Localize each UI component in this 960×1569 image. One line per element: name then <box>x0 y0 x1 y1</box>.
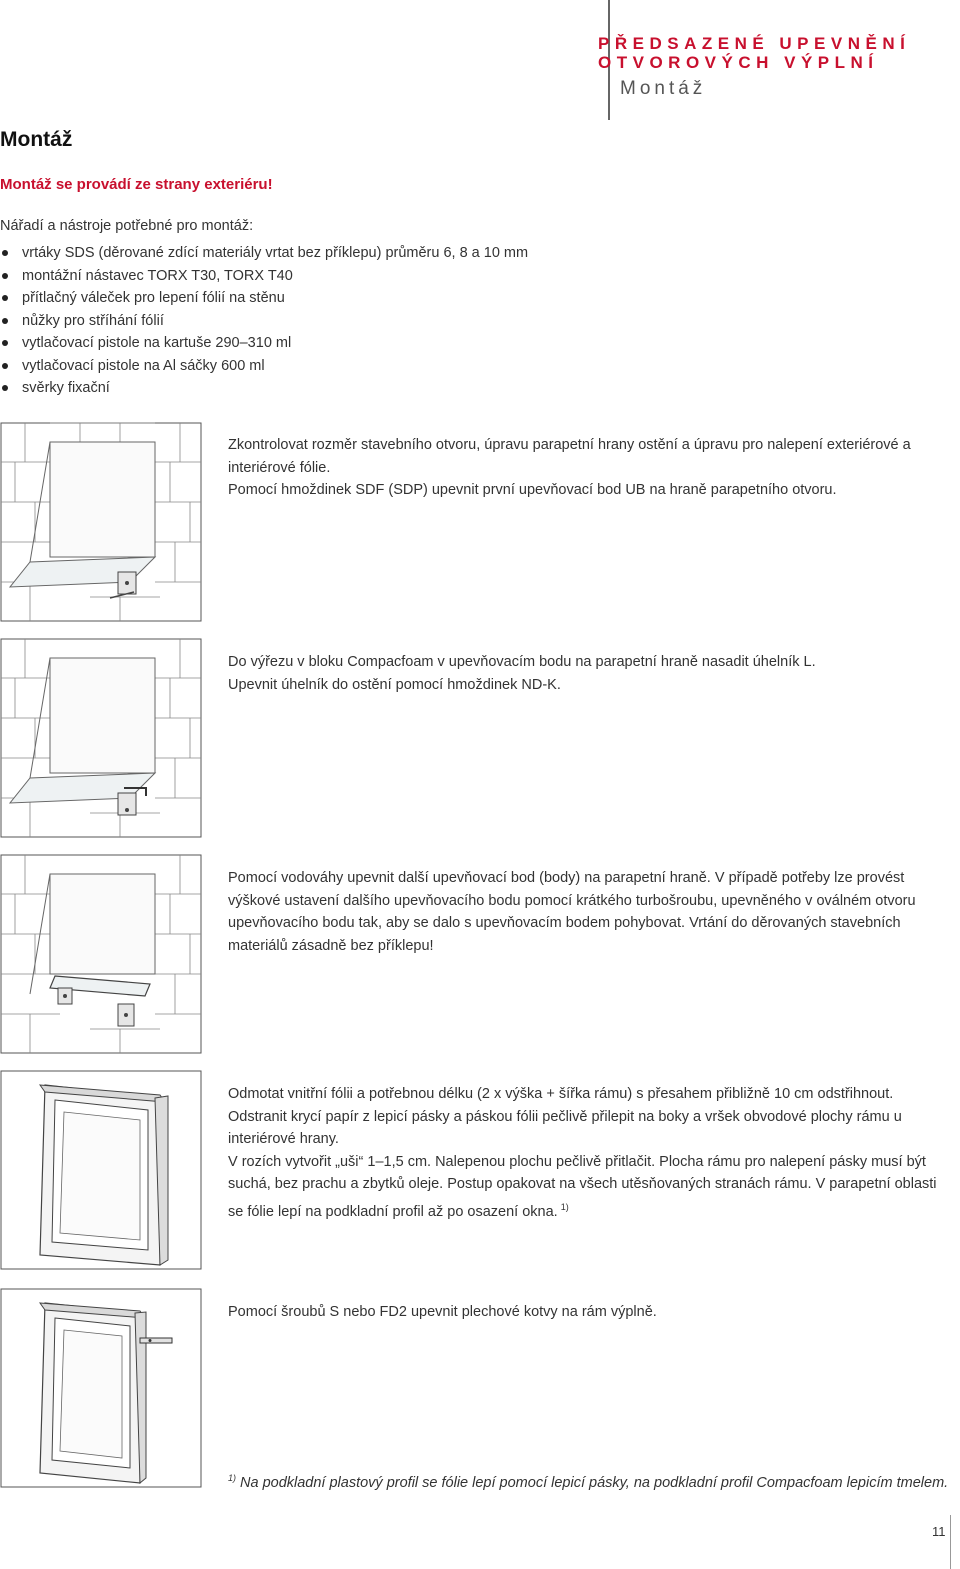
list-item: přítlačný váleček pro lepení fólií na stěnu <box>0 287 528 310</box>
step2-line1: Do výřezu v bloku Compacfoam v upevňovacím bodu na parapetní hraně nasadit úhelník L. <box>228 654 816 670</box>
page-number-divider <box>950 1515 951 1569</box>
footnote-ref: 1) <box>560 1201 569 1212</box>
step4-text <box>228 1083 950 1223</box>
step1-line2: Pomocí hmoždinek SDF (SDP) upevnit první upevňovací bod UB na hraně parapetního otvoru. <box>228 482 837 499</box>
page-number: 11 <box>932 1524 946 1539</box>
header-title <box>598 34 910 72</box>
step2-line2: Upevnit úhelník do ostění pomocí hmoždinek ND-K. <box>228 676 561 693</box>
step4-line1: Odmotat vnitřní fólii a potřebnou délku (2 x výška + šířka rámu) s přesahem přibližně 10 cm odstřihnout. Odstranit krycí papír z lepicí pásky a páskou fólii pečlivě přilepit na boky a vršek obvodové plochy rámu u interiérové hrany. <box>228 1086 902 1148</box>
list-item: vytlačovací pistole na kartuše 290–310 ml <box>0 332 528 355</box>
list-item: nůžky pro stříhání fólií <box>0 310 528 333</box>
list-item: svěrky fixační <box>0 377 528 400</box>
step3-illustration <box>0 854 202 1054</box>
step5-line1: Pomocí šroubů S nebo FD2 upevnit plechové kotvy na rám výplně. <box>228 1304 657 1320</box>
lead-note: Montáž se provádí ze strany exteriéru! <box>0 176 273 193</box>
step1-illustration <box>0 422 202 622</box>
tools-title: Nářadí a nástroje potřebné pro montáž: <box>0 218 254 234</box>
footnote <box>228 1473 948 1491</box>
list-item: vrtáky SDS (děrované zdící materiály vrtat bez příklepu) průměru 6, 8 a 10 mm <box>0 242 528 265</box>
step2-illustration <box>0 638 202 838</box>
step1-text <box>228 434 950 502</box>
tools-list <box>0 242 528 400</box>
header-title-line1: PŘEDSAZENÉ UPEVNĚNÍ <box>598 34 911 53</box>
step2-text <box>228 651 950 696</box>
footnote-text: Na podkladní plastový profil se fólie lepí pomocí lepicí pásky, na podkladní profil Compacfoam lepicím tmelem. <box>240 1474 949 1491</box>
list-item: vytlačovací pistole na Al sáčky 600 ml <box>0 355 528 378</box>
step4-line2: V rozích vytvořit „uši“ 1–1,5 cm. Nalepenou plochu pečlivě přitlačit. Plocha rámu pro nalepení pásky musí být suchá, bez prachu a zbytků oleje. Postup opakovat na všech utěsňovaných stranách rámu. V parapetní oblasti se fólie lepí na podkladní profil až po osazení okna. <box>228 1153 937 1220</box>
header-title-line2: OTVOROVÝCH VÝPLNÍ <box>598 53 879 72</box>
step5-illustration <box>0 1288 202 1488</box>
step1-line1: Zkontrolovat rozměr stavebního otvoru, úpravu parapetní hrany ostění a úpravu pro nalepení exteriérové a interiérové fólie. <box>228 437 911 476</box>
step5-text <box>228 1301 950 1324</box>
page-heading: Montáž <box>0 128 73 151</box>
list-item: montážní nástavec TORX T30, TORX T40 <box>0 265 528 288</box>
footnote-mark: 1) <box>228 1473 237 1483</box>
step3-line1: Pomocí vodováhy upevnit další upevňovací bod (body) na parapetní hraně. V případě potřeby lze provést výškové ustavení dalšího upevňovacího bodu pomocí krátkého turbošroubu, upevněného v oválném otvoru upevňovacího bodu tak, aby se dalo s upevňovacím bodem pohybovat. Vrtání do děrovaných stavebních materiálů zásadně bez příklepu! <box>228 870 916 954</box>
header-subtitle-divider <box>608 72 616 120</box>
step4-line2-wrap <box>228 1151 950 1224</box>
header-subtitle: Montáž <box>620 78 707 99</box>
step3-text <box>228 867 950 957</box>
step4-illustration <box>0 1070 202 1270</box>
